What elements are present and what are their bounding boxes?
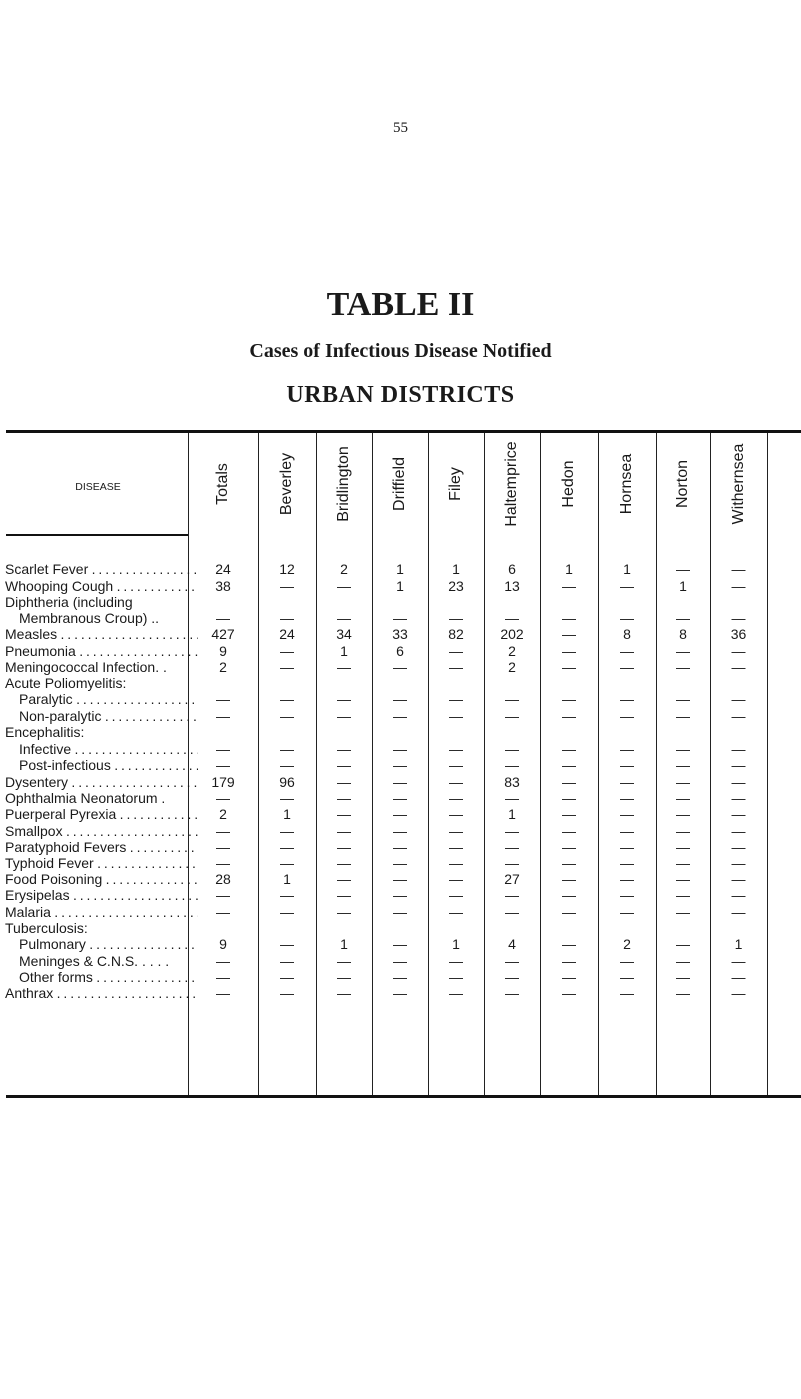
table-cell: —: [562, 953, 576, 969]
table-cell: —: [620, 741, 634, 757]
table-cell: —: [505, 953, 519, 969]
table-cell: —: [216, 887, 230, 903]
table-cell: 9: [219, 936, 227, 952]
table-cell: —: [676, 774, 690, 790]
table-cell: —: [505, 610, 519, 626]
table-cell: —: [620, 757, 634, 773]
table-cell: —: [449, 985, 463, 1001]
table-cell: —: [337, 871, 351, 887]
table-cell: —: [216, 708, 230, 724]
table-cell: —: [620, 708, 634, 724]
table-cell: —: [562, 969, 576, 985]
table-cell: —: [731, 578, 746, 594]
table-cell: 82: [448, 626, 464, 642]
table-cell: —: [216, 823, 230, 839]
table-cell: —: [449, 953, 463, 969]
table-cell: —: [393, 757, 407, 773]
table-cell: —: [562, 610, 576, 626]
table-cell: —: [449, 871, 463, 887]
table-cell: —: [449, 855, 463, 871]
column-header-label: Beverley: [278, 452, 295, 515]
table-cell: —: [449, 839, 463, 855]
column-header-withernsea: [710, 433, 767, 534]
table-cell: —: [216, 610, 230, 626]
table-subtitle: Cases of Infectious Disease Notified: [249, 340, 552, 362]
table-cell: —: [337, 659, 351, 675]
table-cell: —: [562, 806, 576, 822]
table-cell: —: [393, 953, 407, 969]
table-cell: —: [620, 855, 634, 871]
table-cell: —: [731, 610, 746, 626]
table-cell: —: [393, 936, 407, 952]
table-cell: —: [676, 871, 690, 887]
table-cell: —: [505, 790, 519, 806]
table-cell: 202: [500, 626, 524, 642]
row-label: Malaria . . .: [5, 904, 198, 920]
table-cell: 1: [340, 936, 348, 952]
table-cell: —: [676, 904, 690, 920]
table-cell: 2: [219, 659, 227, 675]
table-cell: —: [731, 871, 746, 887]
row-label: Smallpox . . .: [5, 823, 198, 839]
row-label: Puerperal Pyrexia . . .: [5, 806, 198, 822]
table-cell: —: [505, 839, 519, 855]
table-cell: —: [676, 708, 690, 724]
column-header-norton: [656, 433, 710, 534]
table-cell: —: [337, 953, 351, 969]
table-cell: —: [676, 757, 690, 773]
table-cell: —: [731, 691, 746, 707]
table-cell: —: [393, 610, 407, 626]
table-cell: 1: [623, 561, 631, 577]
table-cell: —: [676, 659, 690, 675]
table-cell: 9: [219, 643, 227, 659]
row-label: Meningococcal Infection. .: [5, 659, 167, 675]
table-cell: —: [216, 757, 230, 773]
table-cell: —: [216, 790, 230, 806]
column-header-beverley: [258, 433, 316, 534]
table-cell: 2: [508, 659, 516, 675]
column-header-label: Totals: [214, 462, 231, 505]
table-cell: —: [731, 904, 746, 920]
row-label: Ophthalmia Neonatorum .: [5, 790, 166, 806]
table-cell: —: [562, 790, 576, 806]
table-cell: —: [449, 691, 463, 707]
row-label: Pneumonia . . .: [5, 643, 198, 659]
table-cell: —: [393, 790, 407, 806]
row-label: Diphtheria (including: [5, 594, 133, 610]
table-cell: 6: [396, 643, 404, 659]
table-cell: —: [216, 969, 230, 985]
header-underline: [6, 534, 188, 536]
table-cell: —: [280, 691, 294, 707]
row-label: Encephalitis:: [5, 724, 85, 740]
table-cell: —: [620, 871, 634, 887]
table-cell: —: [562, 936, 576, 952]
table-cell: 33: [392, 626, 408, 642]
row-label: Pulmonary . . .: [19, 936, 198, 952]
table-cell: —: [562, 985, 576, 1001]
table-cell: 23: [448, 578, 464, 594]
table-cell: —: [676, 823, 690, 839]
table-cell: —: [449, 659, 463, 675]
table-cell: —: [280, 757, 294, 773]
row-label: Non-paralytic . . .: [19, 708, 198, 724]
table-cell: —: [505, 904, 519, 920]
table-cell: 28: [215, 871, 231, 887]
table-cell: —: [280, 643, 294, 659]
table-cell: —: [731, 790, 746, 806]
table-cell: —: [505, 985, 519, 1001]
table-cell: —: [337, 806, 351, 822]
table-cell: —: [676, 741, 690, 757]
table-cell: —: [562, 578, 576, 594]
table-cell: —: [449, 887, 463, 903]
table-cell: —: [280, 855, 294, 871]
column-header-label: Driffield: [391, 456, 408, 511]
column-header-haltemprice: [484, 433, 540, 534]
table-cell: —: [337, 691, 351, 707]
table-cell: 1: [283, 871, 291, 887]
table-cell: —: [562, 659, 576, 675]
table-cell: —: [676, 643, 690, 659]
row-label: Erysipelas . . .: [5, 887, 198, 903]
table-cell: —: [280, 887, 294, 903]
table-cell: —: [449, 823, 463, 839]
table-cell: —: [620, 578, 634, 594]
table-cell: —: [562, 626, 576, 642]
table-cell: —: [620, 774, 634, 790]
table-cell: —: [676, 936, 690, 952]
table-cell: —: [393, 855, 407, 871]
table-cell: —: [216, 741, 230, 757]
disease-column-header: DISEASE: [75, 481, 121, 493]
table-cell: —: [731, 774, 746, 790]
table-cell: —: [620, 969, 634, 985]
table-cell: —: [393, 887, 407, 903]
table-cell: —: [280, 904, 294, 920]
table-cell: 1: [679, 578, 687, 594]
table-cell: —: [731, 823, 746, 839]
table-cell: —: [280, 790, 294, 806]
table-cell: —: [505, 969, 519, 985]
table-cell: —: [731, 985, 746, 1001]
table-cell: 8: [623, 626, 631, 642]
table-cell: —: [731, 741, 746, 757]
table-cell: —: [393, 741, 407, 757]
table-cell: —: [337, 790, 351, 806]
table-cell: —: [337, 757, 351, 773]
table-cell: 1: [508, 806, 516, 822]
table-cell: —: [280, 823, 294, 839]
table-cell: —: [280, 741, 294, 757]
row-label: Paratyphoid Fevers . . .: [5, 839, 198, 855]
table-cell: —: [337, 823, 351, 839]
table-cell: —: [562, 871, 576, 887]
table-cell: —: [393, 774, 407, 790]
table-cell: 1: [452, 561, 460, 577]
table-cell: —: [393, 659, 407, 675]
table-cell: —: [449, 610, 463, 626]
table-cell: —: [620, 659, 634, 675]
table-cell: —: [216, 904, 230, 920]
table-title: TABLE II: [326, 286, 475, 323]
column-header-label: Filey: [447, 466, 464, 501]
table-cell: —: [676, 839, 690, 855]
table-cell: —: [676, 969, 690, 985]
table-cell: —: [393, 839, 407, 855]
table-cell: —: [337, 855, 351, 871]
table-cell: —: [676, 806, 690, 822]
table-cell: —: [505, 757, 519, 773]
table-cell: —: [393, 806, 407, 822]
table-cell: —: [337, 774, 351, 790]
table-cell: —: [216, 691, 230, 707]
table-cell: —: [731, 855, 746, 871]
row-label: Membranous Croup) ..: [19, 610, 160, 626]
table-bottom-rule: [6, 1095, 801, 1098]
table-cell: —: [676, 953, 690, 969]
table-cell: —: [280, 659, 294, 675]
row-label: Paralytic . . .: [19, 691, 198, 707]
table-cell: —: [620, 953, 634, 969]
table-cell: 179: [211, 774, 235, 790]
table-cell: 96: [279, 774, 295, 790]
table-cell: —: [676, 610, 690, 626]
table-cell: —: [505, 691, 519, 707]
row-label: Anthrax . . .: [5, 985, 198, 1001]
table-cell: 1: [734, 936, 743, 952]
column-header-filey: [428, 433, 484, 534]
row-label: Food Poisoning . . .: [5, 871, 198, 887]
table-cell: —: [731, 643, 746, 659]
table-cell: —: [393, 904, 407, 920]
row-label: Scarlet Fever . . .: [5, 561, 198, 577]
row-label: Other forms . . .: [19, 969, 198, 985]
table-cell: 1: [565, 561, 573, 577]
column-header-label: Norton: [674, 459, 691, 508]
table-cell: —: [393, 985, 407, 1001]
table-cell: —: [393, 708, 407, 724]
table-cell: 27: [504, 871, 520, 887]
table-cell: —: [676, 887, 690, 903]
table-cell: —: [620, 839, 634, 855]
table-cell: —: [676, 561, 690, 577]
table-cell: —: [676, 790, 690, 806]
table-cell: —: [620, 823, 634, 839]
column-header-hedon: [540, 433, 598, 534]
table-cell: —: [562, 839, 576, 855]
table-cell: 1: [283, 806, 291, 822]
column-header-bridlington: [316, 433, 372, 534]
table-cell: 1: [396, 561, 404, 577]
table-cell: —: [337, 741, 351, 757]
table-cell: 1: [396, 578, 404, 594]
table-cell: —: [562, 708, 576, 724]
table-cell: —: [505, 855, 519, 871]
table-cell: —: [393, 691, 407, 707]
table-cell: 83: [504, 774, 520, 790]
table-cell: 34: [336, 626, 352, 642]
table-cell: —: [620, 806, 634, 822]
table-cell: —: [449, 969, 463, 985]
table-cell: —: [505, 741, 519, 757]
table-cell: —: [216, 985, 230, 1001]
table-cell: —: [676, 985, 690, 1001]
table-cell: —: [505, 887, 519, 903]
table-cell: 24: [279, 626, 295, 642]
table-cell: 2: [340, 561, 348, 577]
column-header-totals: [188, 433, 258, 534]
table-cell: —: [562, 887, 576, 903]
column-header-label: Hedon: [560, 459, 577, 508]
table-cell: —: [620, 904, 634, 920]
table-cell: —: [731, 708, 746, 724]
table-cell: —: [337, 985, 351, 1001]
table-cell: —: [731, 969, 746, 985]
table-cell: —: [449, 757, 463, 773]
table-cell: 38: [215, 578, 231, 594]
column-header-label: Withernsea: [729, 443, 747, 524]
table-cell: —: [731, 561, 746, 577]
table-cell: —: [731, 953, 746, 969]
table-cell: —: [676, 691, 690, 707]
table-cell: —: [280, 969, 294, 985]
table-cell: —: [337, 708, 351, 724]
page-number: 55: [393, 120, 408, 136]
column-header-label: Hornsea: [618, 453, 635, 514]
row-label: Dysentery . . .: [5, 774, 198, 790]
table-cell: 2: [508, 643, 516, 659]
table-cell: —: [393, 871, 407, 887]
table-cell: —: [449, 790, 463, 806]
table-cell: —: [620, 643, 634, 659]
table-cell: —: [505, 708, 519, 724]
table-cell: —: [337, 610, 351, 626]
table-cell: —: [337, 839, 351, 855]
section-heading: URBAN DISTRICTS: [286, 382, 515, 408]
table-cell: 427: [211, 626, 235, 642]
table-cell: —: [562, 823, 576, 839]
table-cell: —: [505, 823, 519, 839]
table-cell: 2: [623, 936, 631, 952]
table-cell: —: [393, 969, 407, 985]
table-cell: —: [280, 936, 294, 952]
row-label: Post-infectious . . .: [19, 757, 198, 773]
table-cell: —: [676, 855, 690, 871]
table-cell: —: [449, 708, 463, 724]
table-cell: —: [280, 708, 294, 724]
table-cell: —: [562, 855, 576, 871]
table-cell: —: [620, 691, 634, 707]
table-cell: —: [393, 823, 407, 839]
table-cell: —: [280, 578, 294, 594]
table-cell: —: [216, 855, 230, 871]
table-cell: 36: [730, 626, 747, 642]
column-header-hornsea: [598, 433, 656, 534]
table-cell: 24: [215, 561, 231, 577]
table-cell: —: [562, 757, 576, 773]
row-label: Measles . . .: [5, 626, 198, 642]
table-cell: —: [731, 757, 746, 773]
table-cell: —: [731, 839, 746, 855]
table-cell: —: [562, 691, 576, 707]
table-cell: —: [562, 741, 576, 757]
column-header-label: Bridlington: [335, 445, 352, 522]
table-cell: —: [731, 806, 746, 822]
table-cell: —: [216, 839, 230, 855]
table-cell: 1: [340, 643, 348, 659]
table-cell: —: [216, 953, 230, 969]
row-label: Typhoid Fever . . .: [5, 855, 198, 871]
table-cell: —: [280, 953, 294, 969]
table-cell: —: [449, 741, 463, 757]
table-cell: —: [280, 610, 294, 626]
table-cell: —: [562, 904, 576, 920]
table-cell: —: [731, 887, 746, 903]
table-cell: 1: [452, 936, 460, 952]
table-cell: 13: [504, 578, 520, 594]
table-cell: 6: [508, 561, 516, 577]
table-cell: —: [337, 969, 351, 985]
table-cell: —: [449, 904, 463, 920]
table-cell: —: [280, 985, 294, 1001]
table-cell: —: [620, 985, 634, 1001]
table-cell: —: [562, 643, 576, 659]
column-divider: [767, 433, 768, 1095]
row-label: Whooping Cough . . .: [5, 578, 198, 594]
column-header-driffield: [372, 433, 428, 534]
table-cell: —: [449, 806, 463, 822]
table-cell: —: [620, 610, 634, 626]
table-cell: —: [449, 643, 463, 659]
table-cell: —: [731, 659, 746, 675]
table-cell: —: [337, 578, 351, 594]
table-cell: 2: [219, 806, 227, 822]
table-cell: —: [620, 887, 634, 903]
table-cell: —: [280, 839, 294, 855]
table-cell: 12: [279, 561, 295, 577]
row-label: Tuberculosis:: [5, 920, 88, 936]
column-header-label: Haltemprice: [503, 440, 520, 527]
table-cell: —: [562, 774, 576, 790]
row-label: Meninges & C.N.S. . . . .: [19, 953, 170, 969]
row-label: Acute Poliomyelitis:: [5, 675, 127, 691]
table-cell: —: [620, 790, 634, 806]
row-label: Infective . . .: [19, 741, 198, 757]
table-cell: 8: [679, 626, 687, 642]
table-cell: —: [337, 904, 351, 920]
table-cell: —: [337, 887, 351, 903]
table-cell: —: [449, 774, 463, 790]
table-cell: 4: [508, 936, 516, 952]
